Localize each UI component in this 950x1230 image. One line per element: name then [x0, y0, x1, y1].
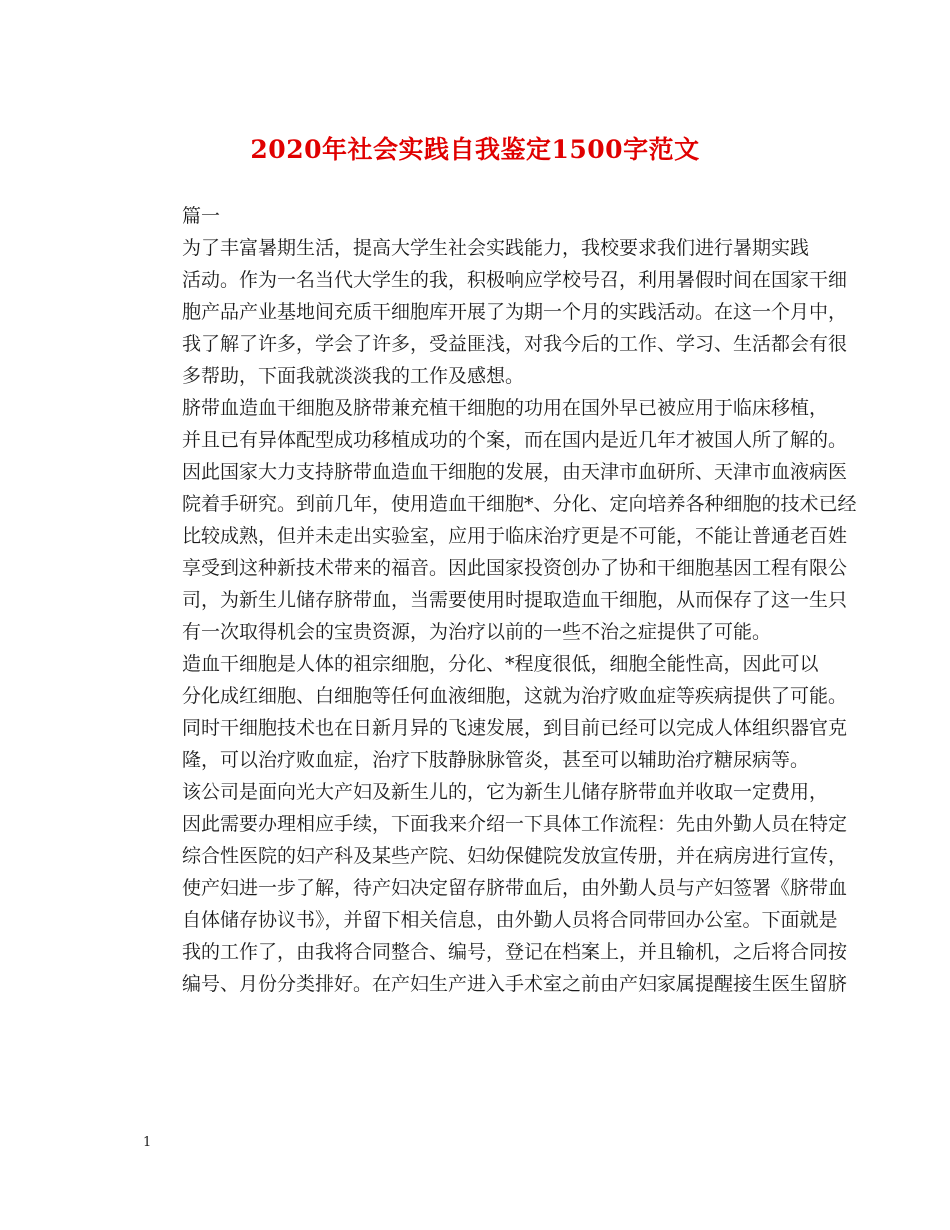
paragraph-line: 使产妇进一步了解，待产妇决定留存脐带血后，由外勤人员与产妇签署《脐带血 — [182, 877, 848, 899]
paragraph-line: 多帮助，下面我就淡淡我的工作及感想。 — [182, 365, 525, 387]
page-number: 1 — [143, 1135, 152, 1150]
paragraph-line: 自体储存协议书》，并留下相关信息，由外勤人员将合同带回办公室。下面就是 — [182, 909, 838, 931]
paragraph-line: 比较成熟，但并未走出实验室，应用于临床治疗更是不可能，不能让普通老百姓 — [182, 525, 848, 547]
paragraph-line: 我的工作了，由我将合同整合、编号，登记在档案上，并且输机，之后将合同按 — [182, 941, 848, 963]
paragraph-line: 因此国家大力支持脐带血造血干细胞的发展，由天津市血研所、天津市血液病医 — [182, 461, 848, 483]
paragraph-line: 脐带血造血干细胞及脐带兼充植干细胞的功用在国外早已被应用于临床移植， — [182, 397, 829, 419]
paragraph-line: 分化成红细胞、白细胞等任何血液细胞，这就为治疗败血症等疾病提供了可能。 — [182, 685, 848, 707]
paragraph-line: 综合性医院的妇产科及某些产院、妇幼保健院发放宣传册，并在病房进行宣传， — [182, 845, 848, 867]
paragraph-line: 活动。作为一名当代大学生的我，积极响应学校号召，利用暑假时间在国家干细 — [182, 269, 848, 291]
paragraph-line: 司，为新生儿储存脐带血，当需要使用时提取造血干细胞，从而保存了这一生只 — [182, 589, 848, 611]
paragraph-line: 因此需要办理相应手续，下面我来介绍一下具体工作流程：先由外勤人员在特定 — [182, 813, 848, 835]
paragraph-line: 该公司是面向光大产妇及新生儿的，它为新生儿储存脐带血并收取一定费用， — [182, 781, 829, 803]
paragraph-line: 并且已有异体配型成功移植成功的个案，而在国内是近几年才被国人所了解的。 — [182, 429, 848, 451]
paragraph-line: 为了丰富暑期生活，提高大学生社会实践能力，我校要求我们进行暑期实践 — [182, 237, 810, 259]
paragraph-line: 隆，可以治疗败血症，治疗下肢静脉脉管炎，甚至可以辅助治疗糖尿病等。 — [182, 749, 810, 771]
paragraph-line: 编号、月份分类排好。在产妇生产进入手术室之前由产妇家属提醒接生医生留脐 — [182, 973, 848, 995]
paragraph-line: 享受到这种新技术带来的福音。因此国家投资创办了协和干细胞基因工程有限公 — [182, 557, 848, 579]
paragraph-line: 胞产品产业基地间充质干细胞库开展了为期一个月的实践活动。在这一个月中， — [182, 301, 848, 323]
paragraph-line: 造血干细胞是人体的祖宗细胞，分化、*程度很低，细胞全能性高，因此可以 — [182, 653, 819, 675]
paragraph-2 — [143, 392, 857, 648]
document-body — [143, 200, 857, 1000]
paragraph-line: 有一次取得机会的宝贵资源，为治疗以前的一些不治之症提供了可能。 — [182, 621, 772, 643]
paragraph-4 — [143, 776, 848, 1000]
section-label: 篇一 — [182, 205, 221, 227]
paragraph-line: 院着手研究。到前几年，使用造血干细胞*、分化、定向培养各种细胞的技术已经 — [182, 493, 857, 515]
paragraph-1 — [143, 232, 848, 392]
paragraph-3 — [143, 648, 848, 776]
paragraph-line: 我了解了许多，学会了许多，受益匪浅，对我今后的工作、学习、生活都会有很 — [182, 333, 848, 355]
paragraph-line: 同时干细胞技术也在日新月异的飞速发展，到目前已经可以完成人体组织器官克 — [182, 717, 848, 739]
document-title: 2020年社会实践自我鉴定1500字范文 — [250, 135, 700, 164]
